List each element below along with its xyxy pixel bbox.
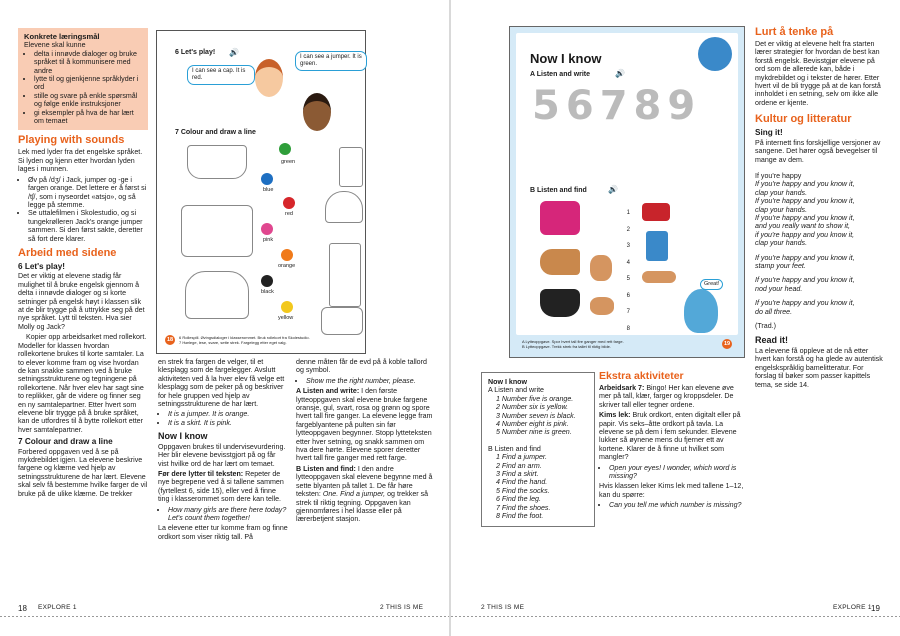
colour-draw-subheading: 7 Colour and draw a line [18, 437, 113, 447]
workbook-page-number: 19 [723, 341, 731, 347]
jumper-picture[interactable] [540, 201, 580, 235]
listen-write-label: A Listen and write [530, 71, 591, 78]
ekstra-heading: Ekstra aktiviteter [599, 370, 684, 382]
song-line: clap your hands. [755, 205, 808, 214]
mid-paragraph: en strek fra fargen de velger, til et klesplagg som de fargelegger. Avslutt aktiviteten ved å la hver elev få velge ett klesplagg som de peker på og beskriver for hele gruppen ved hjelp av setningsstrukturene de har lært. [158, 358, 285, 409]
right-page [451, 0, 900, 636]
colour-blob-blue[interactable] [261, 173, 273, 185]
key-list-b: 1 Find a jumper. 2 Find an arm. 3 Find a skirt. 4 Find the hand. 5 Find the socks. 6 Find the leg. 7 Find the shoes. 8 Find the foot. [496, 453, 551, 521]
goal-item: • lytte til og gjenkjenne språklyder i ord [34, 75, 142, 92]
girl-face-illustration [303, 93, 331, 131]
colour-label: black [261, 289, 274, 295]
colour-label: red [285, 211, 293, 217]
song-line: If you're happy and you know it, [755, 253, 855, 262]
trousers-outline [329, 243, 361, 307]
song-line: nod your head. [755, 284, 803, 293]
lurt-paragraph: Det er viktig at elevene helt fra starten lærer strategier for hvordan de best kan forstå engelsk. Bevisstgjør elevene på ord som de allerede kan, både i mykdrebildet og i tekster de hører. Etter hvert vil de bli trygge på at de kan forstå innholdet i en setning, selv om ikke alle ordene er kjente. [755, 40, 881, 107]
sing-it-subheading: Sing it! [755, 128, 783, 138]
right-column [755, 26, 885, 391]
song-line: If you're happy and you know it, [755, 197, 855, 206]
song-title: If you're happy [755, 171, 802, 180]
exercise-7-title: 7 Colour and draw a line [175, 129, 256, 136]
mid-paragraph: Repeter de nye begrepene ved å si tallene sammen (fyrtellest 6, side 15), eller ved å finne ting i klasserommet som dere kan telle. [158, 469, 284, 504]
page-number-left: 18 [18, 604, 27, 613]
now-i-know-heading: Now I know [158, 431, 208, 442]
example-sentence: • It is a jumper. It is orange. [168, 410, 288, 418]
leg-picture[interactable] [540, 249, 580, 275]
speaker-icon[interactable]: 🔊 [608, 185, 618, 194]
shoes-outline [321, 307, 363, 335]
mid2-label: A Listen and write: [296, 387, 360, 396]
key-list-a: 1 Number five is orange. 2 Number six is yellow. 3 Number seven is black. 4 Number eight is pink. 5 Number nine is green. [496, 394, 576, 437]
workbook-page-number: 18 [166, 337, 174, 343]
song-line: do all three. [755, 307, 793, 316]
colour-blob-orange[interactable] [281, 249, 293, 261]
chapter-title-right: 2 THIS IS ME [481, 604, 525, 611]
song-line: If you're happy and you know it, [755, 276, 855, 285]
song-line: If you're happy and you know it, [755, 214, 855, 222]
playing-bullet: • Se uttalefilmen i Skolestudio, og si tungekrølleren Jack's orange jumper sammen. Si den først sakte, deretter så fort dere klarer. [28, 209, 148, 243]
lets-play-subheading: 6 Let's play! [18, 261, 65, 271]
mid-paragraph: Oppgaven brukes til undervisevurdering. Her blir elevene bevisstgjort på og får vist hvilke ord de har lært om temaet. [158, 442, 286, 468]
answer-key-box [481, 372, 595, 527]
colour-label: green [281, 159, 296, 165]
ekstra-column [599, 366, 745, 512]
example-sentence: • It is a skirt. It is pink. [168, 419, 288, 427]
mid-paragraph: La elevene etter tur komme fram og finne ordkort som viser riktig tall. På [158, 524, 288, 541]
tracing-digits[interactable]: 56789 [532, 83, 702, 129]
key-section-a: A Listen and write [488, 386, 544, 395]
mid-label: Før dere lytter til teksten: [158, 469, 244, 478]
exercise-6-title: 6 Let's play! [175, 49, 216, 56]
skirt-picture[interactable] [540, 289, 580, 317]
left-column-1 [18, 28, 148, 500]
kultur-heading: Kultur og litteratur [755, 113, 852, 126]
ekstra-paragraph: Bingo! Her kan elevene øve mer på tall, klær, farger og kroppsdeler. De skriver tall eller tegner ordene. [599, 384, 734, 409]
speech-bubble-boy: I can see a cap. It is red. [187, 65, 255, 85]
workbook-footnote: A Lytteoppgave. Spor hvert tall fire ganger med rett farge. B Lytteoppgave. Trekk strek fra tallet til riktig bilde. [522, 339, 624, 349]
song-line: clap your hands. [755, 239, 808, 248]
colour-blob-pink[interactable] [261, 223, 273, 235]
mid2-paragraph: I den første lytteoppgaven skal elevene bruke fargene oransje, gul, svart, rosa og grønn og spore hvert tall fire ganger. La elevene legge fram fargeblyantene på pulten sin før lytteoppgaven begynner. Stopp lytteteksten etter hver setning, og snakk sammen om hva dere hørte. Elevene sporer deretter hvert tall fire ganger med rett farge. [296, 387, 433, 463]
great-bubble: Great! [700, 279, 723, 290]
key-section-b: B Listen and find [488, 444, 541, 453]
speaker-icon[interactable]: 🔊 [229, 48, 239, 57]
goals-intro: Elevene skal kunne [24, 41, 86, 50]
left-column-3: denne måten får de evd på å koble tallord og symbol. • Show me the right number, please. A Listen and write: I den første lytteoppgaven skal elevene bruke fargene oransje, gul, svart, rosa og grønn og spore hvert tall fire ganger. La elevene legge fram fargeblyantene på pulten sin før lytteoppgaven begynner. Stopp lytteteksten etter hver setning, og snakk sammen om hva dere hørte. Elevene sporer deretter hvert tall fire ganger med rett farge. B Listen and find: I den andre lytteoppgaven skal elevene begynne med å sette blyanten på tallet 1. De får høre teksten: One. Find a jumper, og trekker så strek til riktig tegning. Oppgaven kan gjennomføres i hel klasse eller på lærerbetjent stasjon. [296, 358, 434, 526]
key-title: Now I know [488, 378, 528, 386]
arbeid-paragraph: Forbered oppgaven ved å se på mykdrebildet igjen. La elevene beskrive fargene og klærne ved hjelp av setningsstrukturene de har lært. Elevene skal selv få bestemme hvilke farger de vil bruke på de ulike klærne. De trekker [18, 447, 148, 498]
song-line: if you're happy and you know it, [755, 230, 855, 239]
ekstra-paragraph: Bruk ordkort, enten digitalt eller på papir. Vis seks–åtte ordkort på tavla. La elevene se på dem i fem sekunder. Elevene lukker så øynene mens du fjerner ett av kortene. Klarer de å finne ut hvilket som mangler? [599, 411, 741, 462]
song-line: If you're happy and you know it, [755, 180, 855, 189]
goal-item: • gi eksempler på hva de har lært om temaet [34, 109, 142, 126]
kultur-paragraph: På internett fins forskjellige versjoner av sangene. Det hører også bevegelser til mange av dem. [755, 138, 881, 164]
shoes-picture[interactable] [642, 203, 670, 221]
book-title-left: EXPLORE 1 [38, 604, 77, 611]
listen-find-label: B Listen and find [530, 187, 587, 194]
example-sentence: • Can you tell me which number is missing? [609, 501, 745, 509]
read-it-heading: Read it! [755, 335, 789, 346]
playing-bullet: • Øv på /dʒ/ i Jack, jumper og -ge i fargen orange. Det lettere er å først si /tʃ/, som i nyseordet «atsjo», og så legge på stemme. [28, 176, 148, 210]
goal-item: • stille og svare på enkle spørsmål og følge enkle instruksjoner [34, 92, 142, 109]
speech-bubble-girl: I can see a jumper. It is green. [295, 51, 367, 71]
left-column-2 [158, 358, 288, 543]
workbook-page-19 [509, 26, 745, 358]
footer-rule [0, 616, 449, 617]
skirt-outline [187, 145, 247, 179]
cap-outline [325, 191, 363, 223]
learning-goals-box [18, 28, 148, 130]
foot-picture[interactable] [590, 297, 614, 315]
socks-outline [339, 147, 363, 187]
workbook-title: Now I know [530, 51, 602, 66]
colour-label: pink [263, 237, 274, 243]
colour-label: orange [278, 263, 296, 269]
page-number-right: 19 [871, 604, 880, 613]
mascot-body-icon [684, 289, 718, 333]
ekstra-label: Arbeidsark 7: [599, 384, 645, 392]
left-page [0, 0, 449, 636]
goal-item: • delta i innøvde dialoger og bruke språket til å kommunisere med andre [34, 50, 142, 75]
arm-picture[interactable] [642, 271, 676, 283]
arbeid-heading: Arbeid med sidene [18, 246, 117, 259]
chapter-title-left: 2 THIS IS ME [380, 604, 424, 611]
song-line: clap your hands. [755, 188, 808, 197]
footer-rule [451, 616, 900, 617]
colour-blob-red[interactable] [283, 197, 295, 209]
book-title-right: EXPLORE 1 [833, 604, 872, 611]
arbeid-paragraph: Kopier opp arbeidsarket med rollekort. Modeller for klassen hvordan rollekortene brukes til korte samtaler. La to elever komme fram og vise hvordan de kan snakke sammen ved å bruke setningsstrukturene og tegningene på rollekortene. Når hver elev har sagt sine to replikker, går de videre og finner seg en ny samtalepartner. Etter hvert som elevene blir trygge på å bruke språket, kan de utfordres til å bytte rollekort etter hver samtalepartner. [18, 333, 147, 434]
ekstra-paragraph: Hvis klassen leker Kims lek med tallene 1–12, kan du spørre: [599, 482, 744, 499]
read-it-paragraph: La elevene få oppleve at de nå etter hvert kan forstå og ha glede av autentisk engelskspråklig bamelitteratur. For forslag til bøker som passer kapittels tema, se side 14. [755, 346, 883, 389]
mascot-head-icon [698, 37, 732, 71]
song-credit: (Trad.) [755, 322, 777, 331]
song-line: stamp your feet. [755, 262, 806, 271]
speaker-icon[interactable]: 🔊 [615, 69, 625, 78]
find-number-column[interactable]: 1 2 3 4 5 6 7 8 [626, 210, 630, 332]
colour-blob-black[interactable] [261, 275, 273, 287]
colour-blob-yellow[interactable] [281, 301, 293, 313]
song-line: and you really want to show it, [755, 222, 851, 231]
playing-intro: Lek med lyder fra det engelske språket. Si lyden og kjenn etter hvordan lyden lages i munnen. [18, 148, 143, 174]
colour-blob-green[interactable] [279, 143, 291, 155]
workbook-page-18 [156, 30, 366, 354]
mid2-paragraph: denne måten får de evd på å koble tallord og symbol. [296, 358, 427, 375]
jumper-outline [181, 205, 253, 257]
arbeid-paragraph: Det er viktig at elevene stadig får mulighet til å bruke engelsk gjennom å delta i innøvde dialoger og si korte setninger på engelsk høyt i klassen slik at de blir trygge på å uttrykke seg på det nye språket. Lytt til teksten. Hva sier Molly og Jack? [18, 272, 145, 331]
mid2-label: B Listen and find: [296, 464, 356, 473]
tshirt-outline [185, 271, 249, 319]
socks-picture[interactable] [646, 231, 668, 261]
song-line: If you're happy and you know it, [755, 299, 855, 308]
hand-picture[interactable] [590, 255, 612, 281]
workbook-footnote: 6 Rollespill. Øvingsdialoger i klasserommet. Bruk rollekort fra Skolestudio. 7 Hørlege, lese, svare, sette strek. Fargelegg etter eget valg. [179, 335, 310, 345]
example-sentence: • Open your eyes! I wonder, which word is missing? [609, 464, 745, 481]
goals-title: Konkrete læringsmål [24, 32, 100, 41]
example-sentence: • How many girls are there here today? Let's count them together! [168, 506, 288, 523]
ekstra-label: Kims lek: [599, 411, 631, 420]
boy-face-illustration [255, 59, 283, 97]
colour-label: blue [263, 187, 274, 193]
colour-label: yellow [278, 315, 294, 321]
example-sentence: • Show me the right number, please. [306, 377, 434, 385]
lurt-heading: Lurt å tenke på [755, 26, 834, 38]
playing-heading: Playing with sounds [18, 134, 125, 147]
